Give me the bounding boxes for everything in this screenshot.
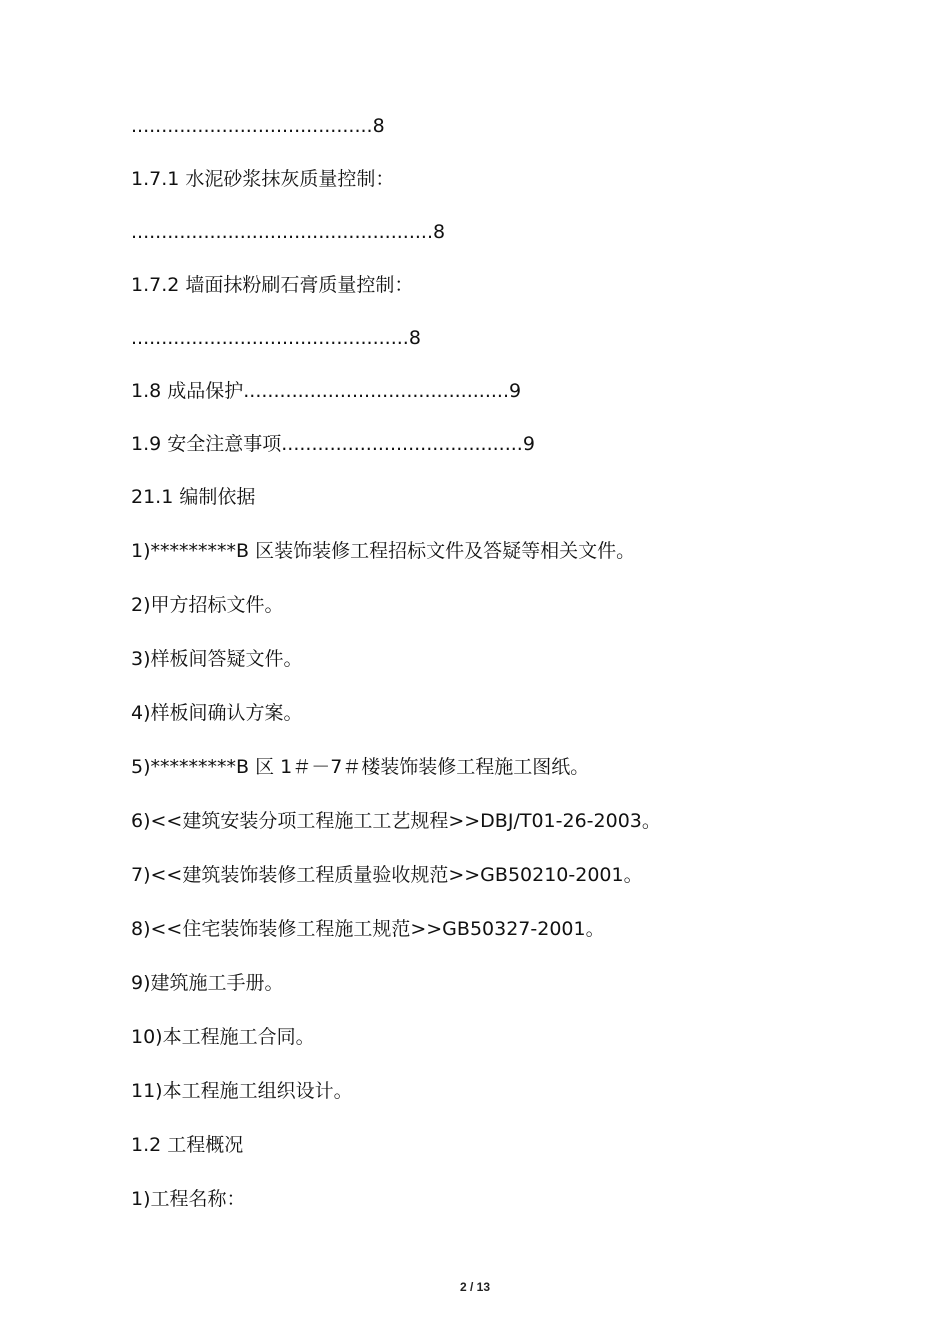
list-item: 7)<<建筑装饰装修工程质量验收规范>>GB50210-2001。	[131, 864, 643, 886]
toc-dots-line: ..............................................8	[131, 327, 421, 349]
list-item: 1)*********B 区装饰装修工程招标文件及答疑等相关文件。	[131, 540, 636, 562]
toc-dots-line: ........................................8	[131, 115, 385, 137]
toc-entry-1-9: 1.9 安全注意事项........................................9	[131, 433, 535, 455]
list-item: 6)<<建筑安装分项工程施工工艺规程>>DBJ/T01-26-2003。	[131, 810, 661, 832]
list-item: 1)工程名称：	[131, 1188, 246, 1210]
toc-entry-1-7-1: 1.7.1 水泥砂浆抹灰质量控制：	[131, 168, 395, 190]
section-heading: 21.1 编制依据	[131, 486, 256, 508]
toc-dots-line: ..................................................8	[131, 221, 446, 243]
list-item: 5)*********B 区 1＃－7＃楼装饰装修工程施工图纸。	[131, 756, 590, 778]
section-heading: 1.2 工程概况	[131, 1134, 244, 1156]
toc-entry-1-7-2: 1.7.2 墙面抹粉刷石膏质量控制：	[131, 274, 414, 296]
list-item: 3)样板间答疑文件。	[131, 648, 303, 670]
list-item: 11)本工程施工组织设计。	[131, 1080, 353, 1102]
list-item: 4)样板间确认方案。	[131, 702, 303, 724]
list-item: 10)本工程施工合同。	[131, 1026, 315, 1048]
list-item: 9)建筑施工手册。	[131, 972, 284, 994]
page-indicator: 2 / 13	[459, 1280, 491, 1294]
list-item: 2)甲方招标文件。	[131, 594, 284, 616]
list-item: 8)<<住宅装饰装修工程施工规范>>GB50327-2001。	[131, 918, 605, 940]
toc-entry-1-8: 1.8 成品保护............................................9	[131, 380, 522, 402]
